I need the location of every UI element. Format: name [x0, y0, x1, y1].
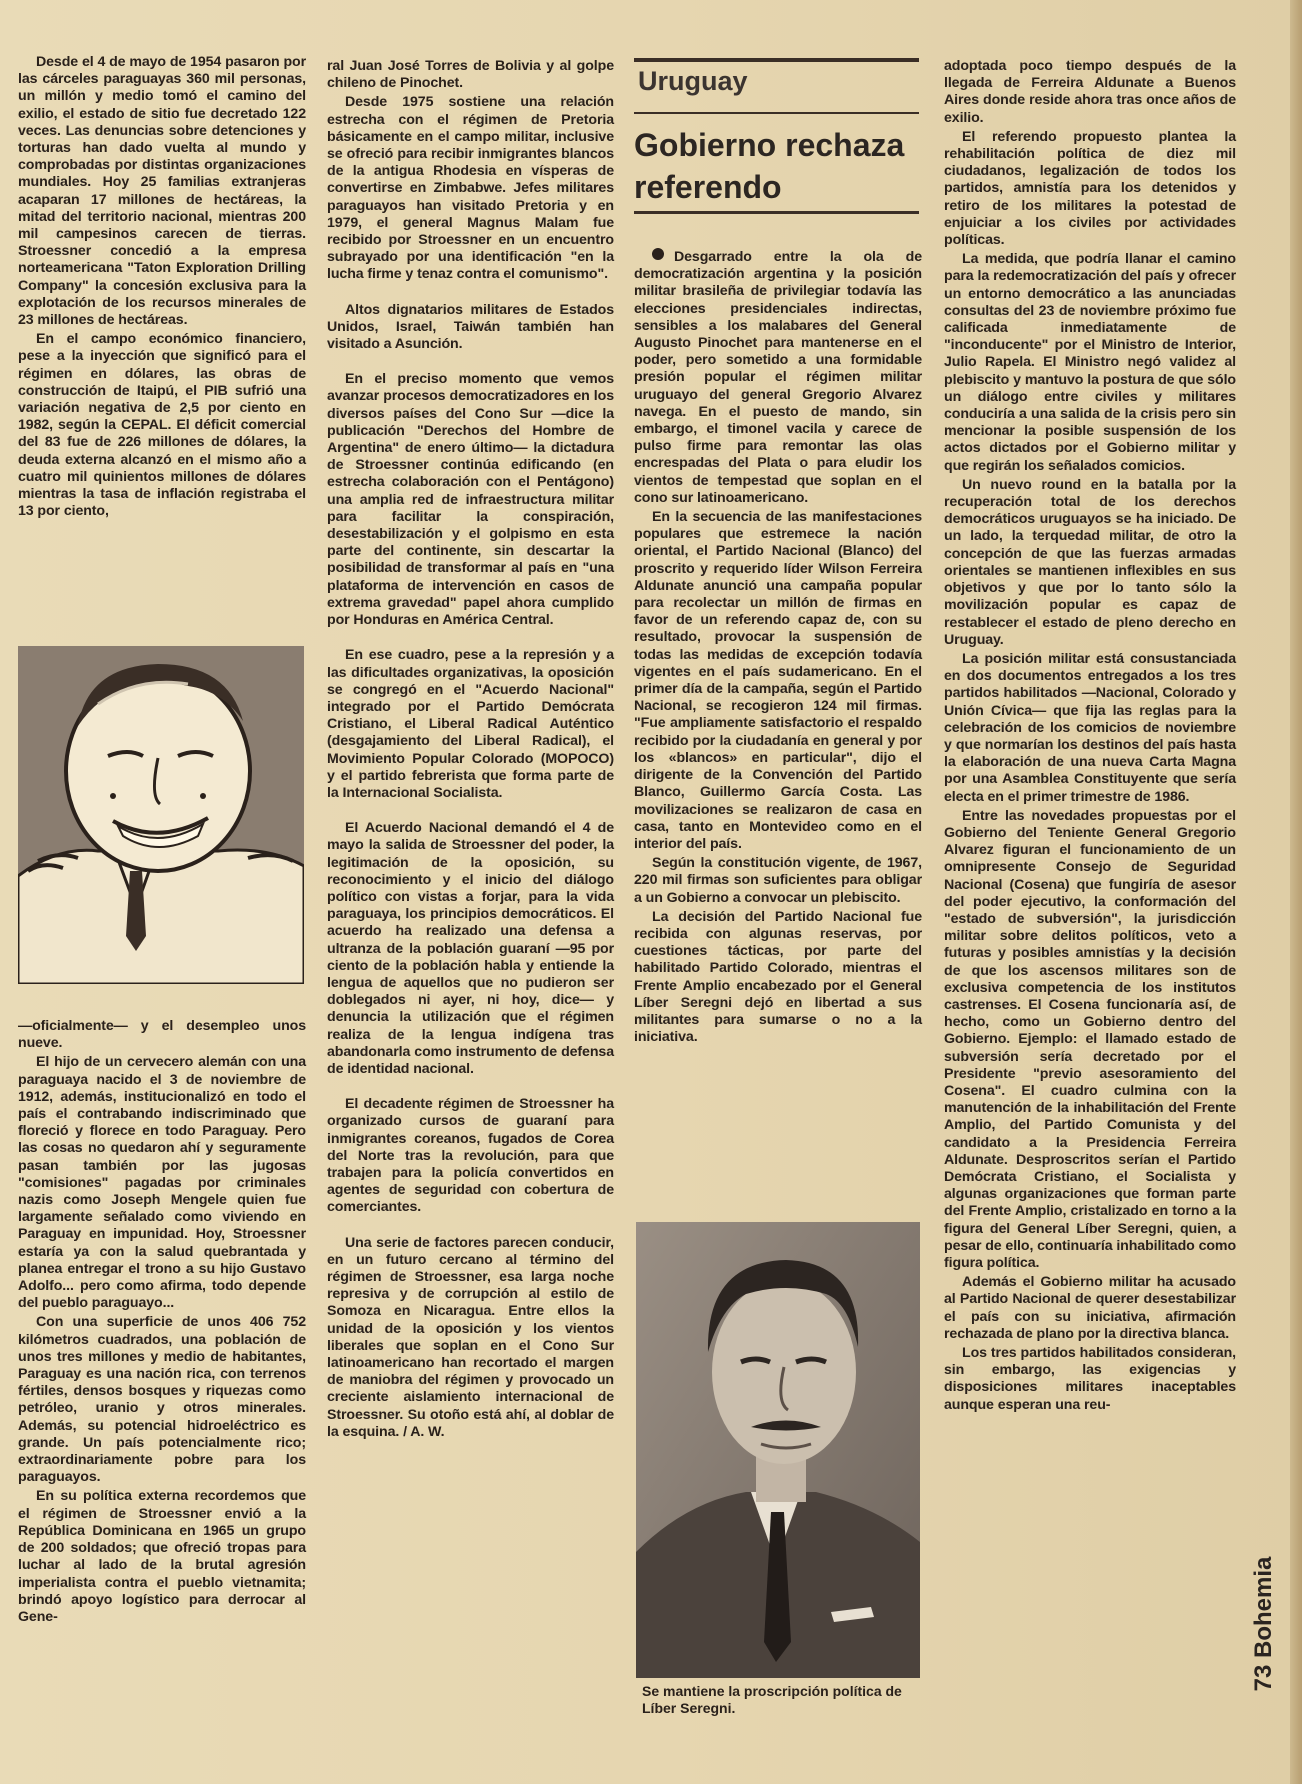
- paragraph: En la secuencia de las manifestaciones populares que estremece la nación oriental, el Partido Nacional (Blanco) del proscrito y requerido líder Wilson Ferreira Aldunate anunció una campaña popular para recolectar un millón de firmas en favor de un referendo capaz de, con su resultado, provocar la suspensión de todas las medidas de excepción todavía vigentes en el país sudamericano. En el primer día de la campaña, según el Partido Nacional, se recogieron 124 mil firmas. "Fue ampliamente satisfactorio el respaldo recibido por la ciudadanía en general y por los «blancos» en particular", dijo el dirigente de la Convención del Partido Blanco, Guillermo García Costa. Las movilizaciones se realizaron de casa en casa, tanto en Montevideo como en el interior del país.: [634, 509, 922, 852]
- paragraph: Los tres partidos habilitados consideran, sin embargo, las exigencias y disposiciones militares inaceptables aunque esperan una reu-: [944, 1345, 1236, 1413]
- paragraph: El hijo de un cervecero alemán con una paraguaya nacido el 3 de noviembre de 1912, además, institucionalizó en todo el país el contrabando indiscriminado que floreció y florece en todo Paraguay. Pero las cosas no quedaron ahí y seguramente pasan también por las jugosas "comisiones" pagadas por criminales nazis como Joseph Mengele quien fue largamente señalado como viviendo en Paraguay en impunidad. Hoy, Stroessner estaría ya con la salud quebrantada y planea entregar el trono a su hijo Gustavo Adolfo... pero como afirma, todo depende del pueblo paraguayo...: [18, 1054, 306, 1312]
- paragraph: En el campo económico financiero, pese a la inyección que significó para el régimen en dólares, las obras de construcción de Itaipú, el PIB sufrió una variación negativa de 2,5 por ciento en 1982, según la CEPAL. El déficit comercial del 83 fue de 226 millones de dólares, la deuda externa alcanzó en el mismo año a cuatro mil quinientos millones de dólares mientras la tasa de inflación registraba el 13 por ciento,: [18, 331, 306, 520]
- section-rule: [634, 211, 919, 214]
- paragraph: En su política externa recordemos que el régimen de Stroessner envió a la República Dominicana en 1965 un grupo de 200 soldados; que ofreció tropas para luchar al lado de la brutal agresión imperialista contra el pueblo vietnamita; brindó apoyo logístico para derrocar al Gene-: [18, 1488, 306, 1625]
- photo-caption: Se mantiene la proscripción política de Líber Seregni.: [642, 1683, 902, 1716]
- caricature-drawing: [18, 646, 304, 984]
- paragraph: Un nuevo round en la batalla por la recuperación total de los derechos democráticos uruguayos se ha iniciado. De un lado, la terquedad militar, de otro la concepción de que las fuerzas armadas orientales se mantienen inflexibles en sus objetivos y que por lo tanto sólo la movilización popular es capaz de restablecer el estado de pleno derecho en Uruguay.: [944, 476, 1236, 648]
- paragraph: Desde el 4 de mayo de 1954 pasaron por las cárceles paraguayas 360 mil personas, un millón y medio tomó el camino del exilio, el estado de sitio fue decretado 122 veces. Las denuncias sobre detenciones y torturas han dado vuelta al mundo y comprobadas por distintas organizaciones mundiales. Hoy 25 familias extranjeras acaparan 17 millones de hectáreas, la mitad del territorio nacional, mientras 200 mil campesinos carecen de tierras. Stroessner concedió a la empresa norteamericana "Taton Exploration Drilling Company" la concesión exclusiva para la explotación de los recursos minerales de 23 millones de hectáreas.: [18, 54, 306, 329]
- section-rule: [634, 112, 919, 114]
- article-headline: Gobierno rechaza referendo: [634, 127, 905, 205]
- paragraph: ral Juan José Torres de Bolivia y al golpe chileno de Pinochet.: [327, 58, 614, 92]
- paragraph: Además el Gobierno militar ha acusado al Partido Nacional de querer desestabilizar el país con su iniciativa, afirmación rechazada de plano por la directiva blanca.: [944, 1274, 1236, 1342]
- article-column-1-continued: [18, 1018, 306, 1628]
- paragraph: —oficialmente— y el desempleo unos nueve.: [18, 1018, 306, 1052]
- paragraph: Con una superficie de unos 406 752 kilómetros cuadrados, una población de unos tres millones y medio de habitantes, Paraguay es una nación rica, con terrenos fértiles, densos bosques y riquezas como petróleo, uranio y otros minerales. Además, su potencial hidroeléctrico es grande. Un país potencialmente rico; extraordinariamente pobre para los paraguayos.: [18, 1314, 306, 1486]
- paragraph: El Acuerdo Nacional demandó el 4 de mayo la salida de Stroessner del poder, la legitimación de la oposición, su reconocimiento y el inicio del diálogo político con vistas a forjar, para la vida paraguaya, los principios democráticos. El acuerdo ha realizado una defensa a ultranza de la población guaraní —95 por ciento de la población habla y entiende la lengua de aquellos que no pudieron ser doblegados ni ayer, ni hoy, dice— y denuncia la utilización que el régimen realiza de la lengua indígena tras abandonarla como instrumento de defensa de identidad nacional.: [327, 820, 614, 1077]
- paragraph: Entre las novedades propuestas por el Gobierno del Teniente General Gregorio Alvarez figuran el funcionamiento de un omnipresente Consejo de Seguridad Nacional (Cosena) que fungiría de asesor del poder ejecutivo, la conformación del "estado de subversión", la jurisdicción militar sobre delitos políticos, veto a futuras y posibles amnistías y la decisión de que los ascensos militares son de exclusiva competencia de los institutos castrenses. El Cosena funcionaría así, de hecho, como un Gobierno dentro del Gobierno. Ejemplo: el llamado estado de subversión sería decretado por el Presidente "previo asesoramiento del Cosena". El cuadro culmina con la manutención de la inhabilitación del Frente Amplio, del Partido Comunista y del candidato a la Presidencia Ferreira Aldunate. Desproscritos serían el Partido Demócrata Cristiano, el Socialista y algunas organizaciones que forman parte del Frente Amplio, cristalizado en torno a la figura del General Líber Seregni, quien, a pesar de ello, continuaría inhabilitado como figura política.: [944, 807, 1237, 1272]
- paragraph: Desde 1975 sostiene una relación estrecha con el régimen de Pretoria básicamente en el campo militar, inclusive se ofreció para recibir inmigrantes blancos de la antigua Rhodesia en vísperas de convertirse en Zimbabwe. Jefes militares paraguayos han visitado Pretoria y en 1979, el general Magnus Malam fue recibido por Stroessner en un encuentro subrayado por una identificación "en la lucha firme y tenaz contra el comunismo".: [327, 94, 614, 283]
- paragraph: Altos dignatarios militares de Estados Unidos, Israel, Taiwán también han visitado a Asunción.: [327, 301, 614, 353]
- article-column-2: [327, 58, 614, 1443]
- paragraph: La medida, que podría llanar el camino para la redemocratización del país y ofrecer un entorno democrático a las anunciadas consultas del 23 de noviembre próximo fue calificada inmediatamente de "inconducente" por el Ministro de Interior, Julio Rapela. El Ministro negó validez al plebiscito y mantuvo la postura de que sólo un diálogo entre civiles y militares conduciría a una salida de la crisis pero sin mencionar la posible suspensión de los actos dictados por el Gobierno militar y que regirán los señalados comicios.: [944, 251, 1236, 474]
- page-edge: [1290, 0, 1302, 1784]
- article-column-3: [634, 248, 922, 1048]
- paragraph: adoptada poco tiempo después de la llegada de Ferreira Aldunate a Buenos Aires donde reside ahora tras once años de exilio.: [944, 58, 1236, 126]
- paragraph: Según la constitución vigente, de 1967, 220 mil firmas son suficientes para obligar a un Gobierno a convocar un plebiscito.: [634, 855, 922, 906]
- portrait-photo: [636, 1222, 920, 1678]
- paragraph: El referendo propuesto plantea la rehabilitación política de diez mil ciudadanos, legalización de todos los partidos, amnistía para los detenidos y retiro de los militares la potestad de enjuiciar a los civiles por actividades políticas.: [944, 128, 1236, 249]
- section-rule: [634, 58, 919, 62]
- paragraph: Una serie de factores parecen conducir, en un futuro cercano al término del régimen de Stroessner, esa larga noche represiva y de corrupción al estilo de Somoza en Nicaragua. Entre ellos la unidad de la oposición y los vientos liberales que soplan en el Cono Sur latinoamericano han recortado el margen de maniobra del régimen y provocado un creciente aislamiento internacional de Stroessner. Su otoño está ahí, al doblar de la esquina. / A. W.: [327, 1234, 614, 1440]
- paragraph: En ese cuadro, pese a la represión y a las dificultades organizativas, la oposición se congregó en el "Acuerdo Nacional" integrado por el Partido Demócrata Cristiano, el Liberal Radical Auténtico (desgajamiento del Liberal Radical), el Movimiento Popular Colorado (MOPOCO) y el partido febrerista que forma parte de la Internacional Socialista.: [327, 647, 614, 801]
- paragraph: El decadente régimen de Stroessner ha organizado cursos de guaraní para inmigrantes coreanos, fugados de Corea del Norte tras la revolución, para que trabajen para la policía convertidos en agentes de seguridad con cobertura de comerciantes.: [327, 1096, 614, 1216]
- folio-text: 73 Bohemia: [1250, 1556, 1277, 1692]
- bullet-icon: [652, 248, 664, 260]
- article-column-4: [944, 58, 1236, 1416]
- caricature-illustration: [18, 646, 304, 984]
- article-column-1: [18, 54, 306, 522]
- paragraph: Desgarrado entre la ola de democratización argentina y la posición militar brasileña de privilegiar todavía las elecciones presidenciales indirectas, sensibles a los malabares del General Augusto Pinochet para mantenerse en el poder, pero sometido a una formidable presión popular el régimen militar uruguayo del general Gregorio Alvarez navega. En el puesto de mando, sin embargo, el timonel vacila y carece de pulso firme para remontar las olas encrespadas del Plata o para eludir los vientos de tempestad que soplan en el cono sur latinoamericano.: [634, 249, 922, 506]
- paragraph: La posición militar está consustanciada en dos documentos entregados a los tres partidos habilitados —Nacional, Colorado y Unión Cívica— que fija las reglas para la celebración de los comicios de noviembre y que normarían los destinos del país hasta la elaboración de una nueva Carta Magna por una Asamblea Constituyente que sería electa en el primer trimestre de 1986.: [944, 650, 1236, 805]
- section-label: Uruguay: [638, 66, 748, 96]
- paragraph: La decisión del Partido Nacional fue recibida con algunas reservas, por cuestiones tácticas, por parte del habilitado Partido Colorado, mientras el Frente Amplio encabezado por el General Líber Seregni dejó en libertad a sus militantes para sumarse o no a la iniciativa.: [634, 908, 922, 1046]
- paragraph: En el preciso momento que vemos avanzar procesos democratizadores en los diversos países del Cono Sur —dice la publicación "Derechos del Hombre de Argentina" de enero último— la dictadura de Stroessner continúa edificando (en estrecha colaboración con el Pentágono) una amplia red de infraestructura militar para facilitar la conspiración, desestabilización y el golpismo en esta parte del continente, sin descartar la posibilidad de transformar al país en "una plataforma de intervención en casos de extrema gravedad" papel ahora cumplido por Honduras en América Central.: [327, 371, 614, 629]
- portrait-drawing: [636, 1222, 920, 1678]
- page-folio: [1244, 1540, 1277, 1720]
